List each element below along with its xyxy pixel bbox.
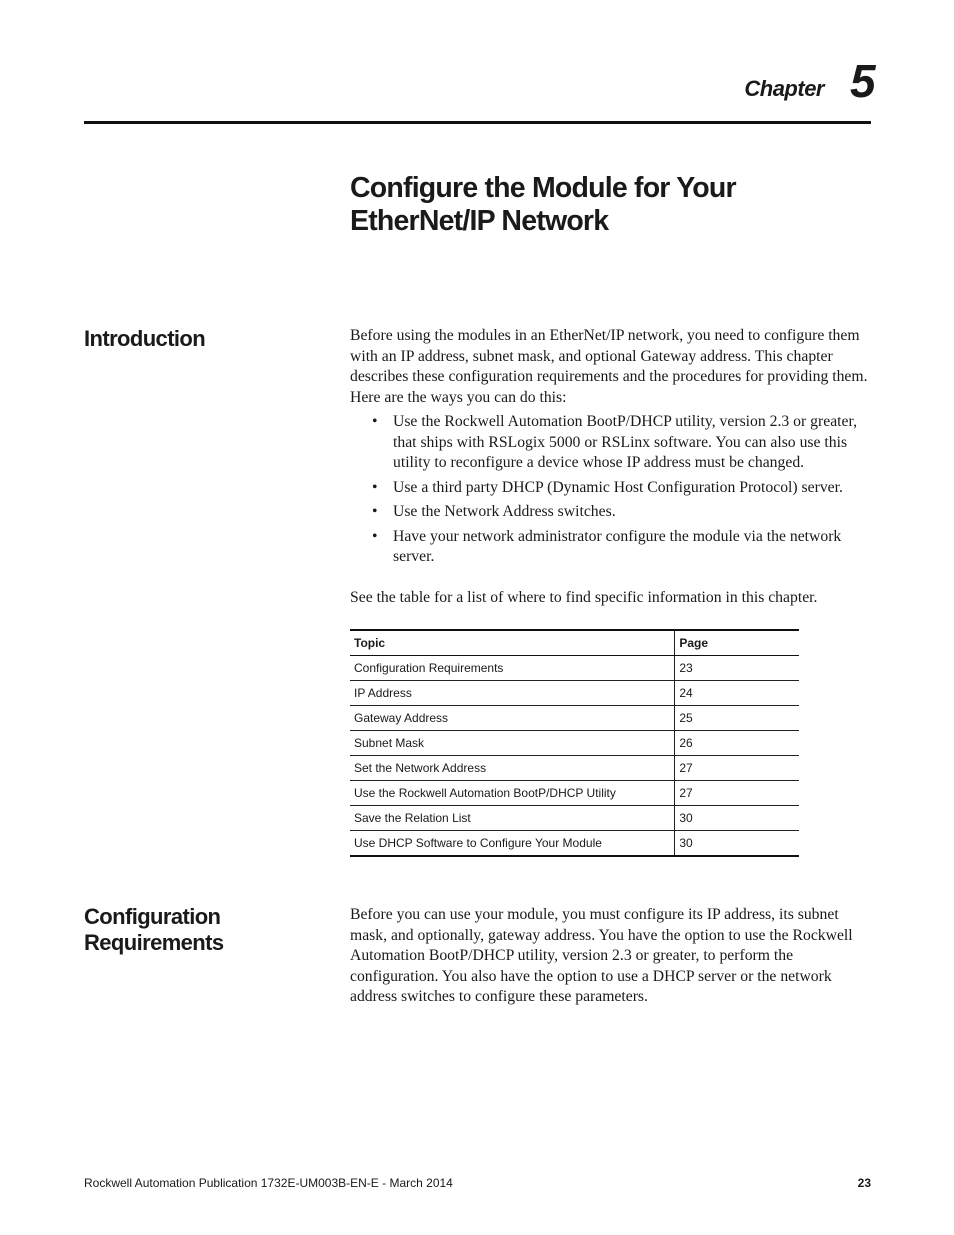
page-title-line1: Configure the Module for Your	[350, 172, 736, 204]
table-row	[350, 831, 799, 857]
footer-publication: Rockwell Automation Publication 1732E-UM003B-EN-E - March 2014	[84, 1176, 453, 1190]
list-item: • Use the Rockwell Automation BootP/DHCP utility, version 2.3 or greater, that ships with RSLogix 5000 or RSLinx software. You can also use this utility to reconfigure a device whose IP address must be changed.	[372, 412, 872, 474]
topic-cell: Use the Rockwell Automation BootP/DHCP Utility	[350, 781, 675, 806]
topic-column-header: Topic	[350, 630, 675, 656]
list-item: • Use a third party DHCP (Dynamic Host Configuration Protocol) server.	[372, 478, 872, 499]
configuration-requirements-heading	[84, 904, 324, 956]
introduction-heading: Introduction	[84, 326, 206, 351]
topic-cell: IP Address	[350, 681, 675, 706]
page-cell: 27	[675, 781, 799, 806]
chapter-rule	[84, 121, 871, 124]
table-row	[350, 681, 799, 706]
list-item: • Use the Network Address switches.	[372, 502, 872, 523]
table-header-row	[350, 630, 799, 656]
table-row	[350, 781, 799, 806]
table-row	[350, 731, 799, 756]
introduction-paragraph: Before using the modules in an EtherNet/IP network, you need to configure them with an IP address, subnet mask, and optional Gateway address. This chapter describes these configuration requirements and the procedures for providing them. Here are the ways you can do this:	[350, 327, 868, 406]
heading-line1: Configuration	[84, 904, 221, 929]
chapter-label: Chapter	[744, 76, 824, 101]
configuration-requirements-paragraph: Before you can use your module, you must configure its IP address, its subnet mask, and optionally, gateway address. You have the option to use the Rockwell Automation BootP/DHCP utility, version 2.3 or greater, to perform the configuration. You also have the option to use a DHCP server or the network address switches to configure these parameters.	[350, 906, 853, 1005]
page-cell: 23	[675, 656, 799, 681]
topic-table	[350, 629, 799, 857]
page-cell: 27	[675, 756, 799, 781]
topic-cell: Subnet Mask	[350, 731, 675, 756]
topic-cell: Gateway Address	[350, 706, 675, 731]
footer-page-number: 23	[857, 1176, 871, 1190]
topic-cell: Save the Relation List	[350, 806, 675, 831]
page-title	[350, 172, 870, 238]
table-row	[350, 706, 799, 731]
page-cell: 24	[675, 681, 799, 706]
table-row	[350, 756, 799, 781]
chapter-number: 5	[850, 55, 875, 107]
heading-line2: Requirements	[84, 930, 224, 955]
table-row	[350, 656, 799, 681]
page-cell: 26	[675, 731, 799, 756]
topic-cell: Configuration Requirements	[350, 656, 675, 681]
page-cell: 25	[675, 706, 799, 731]
table-intro-text: See the table for a list of where to find specific information in this chapter.	[350, 589, 818, 606]
configuration-methods-list	[372, 412, 872, 572]
table-row	[350, 806, 799, 831]
topic-cell: Set the Network Address	[350, 756, 675, 781]
topic-cell: Use DHCP Software to Configure Your Module	[350, 831, 675, 857]
list-item: • Have your network administrator configure the module via the network server.	[372, 527, 872, 568]
page-title-line2: EtherNet/IP Network	[350, 205, 609, 237]
page-cell: 30	[675, 806, 799, 831]
page-cell: 30	[675, 831, 799, 857]
page-column-header: Page	[675, 630, 799, 656]
